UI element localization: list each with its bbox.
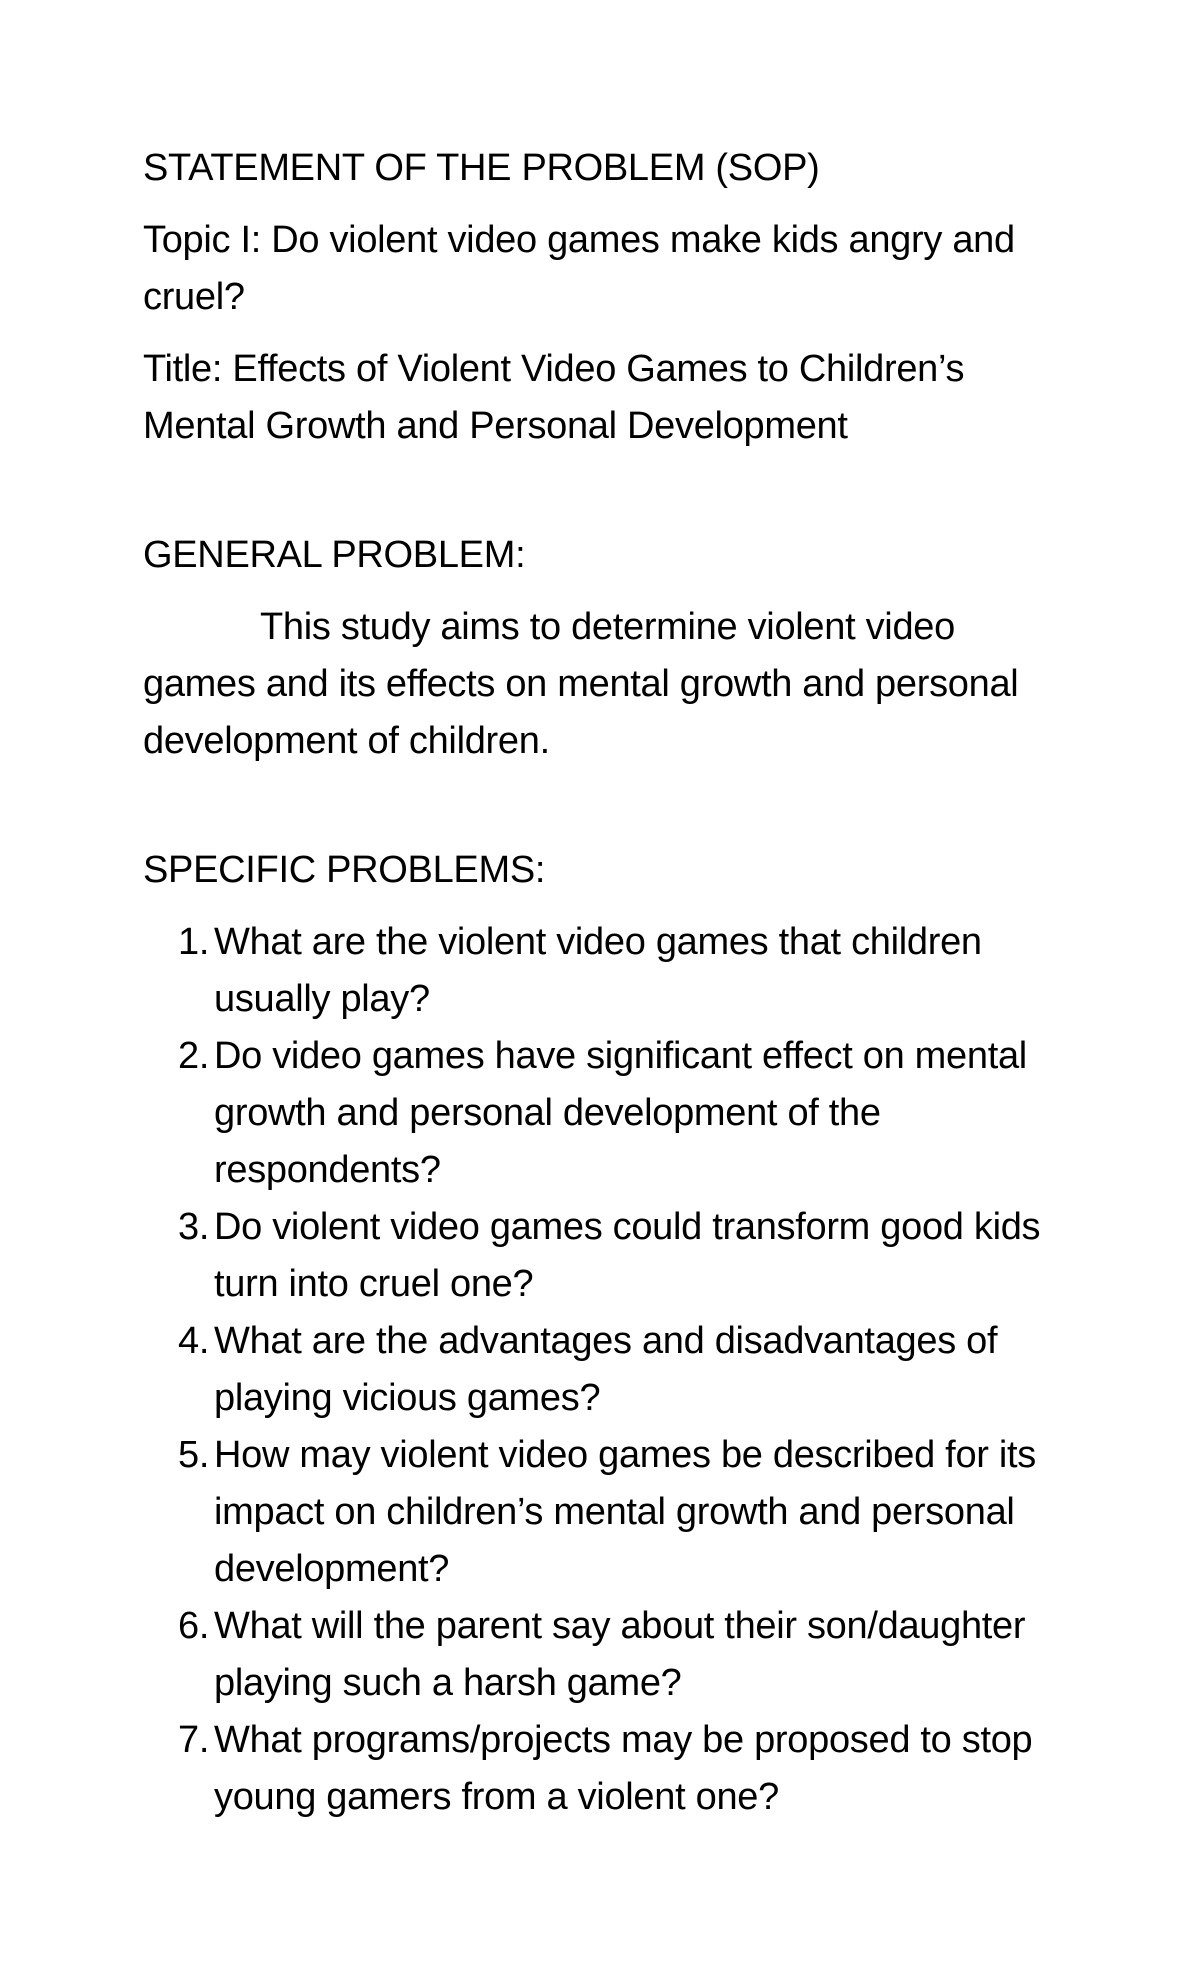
general-problem-text: This study aims to determine violent video games and its effects on mental growth and personal development of children. — [143, 606, 1019, 762]
list-item — [143, 1313, 1073, 1427]
list-item — [143, 1199, 1073, 1313]
list-item-number: 1. — [178, 921, 210, 963]
list-item-text: Do violent video games could transform good kids turn into cruel one? — [214, 1206, 1041, 1305]
paper-title: Title: Effects of Violent Video Games to Children’s Mental Growth and Personal Development — [143, 348, 965, 447]
spacer — [143, 470, 1073, 527]
list-item-text: What are the advantages and disadvantages of playing vicious games? — [214, 1320, 998, 1419]
list-item — [143, 914, 1073, 1028]
list-item-text: What are the violent video games that children usually play? — [214, 921, 982, 1020]
list-item-number: 7. — [178, 1719, 210, 1761]
list-item — [143, 1712, 1073, 1826]
specific-problems-list — [143, 914, 1073, 1826]
list-item-number: 4. — [178, 1320, 210, 1362]
general-problem-heading: GENERAL PROBLEM: — [143, 534, 526, 576]
list-item-number: 2. — [178, 1035, 210, 1077]
list-item-text: Do video games have significant effect on mental growth and personal development of the respondents? — [214, 1035, 1027, 1191]
list-item-number: 5. — [178, 1434, 210, 1476]
topic-line: Topic I: Do violent video games make kids angry and cruel? — [143, 219, 1015, 318]
document-title: STATEMENT OF THE PROBLEM (SOP) — [143, 147, 820, 189]
list-item-text: What programs/projects may be proposed to stop young gamers from a violent one? — [214, 1719, 1033, 1818]
document-body — [143, 140, 1073, 1826]
list-item — [143, 1598, 1073, 1712]
list-item-text: How may violent video games be described for its impact on children’s mental growth and personal development? — [214, 1434, 1036, 1590]
list-item-number: 6. — [178, 1605, 210, 1647]
list-item — [143, 1028, 1073, 1199]
specific-problems-heading: SPECIFIC PROBLEMS: — [143, 849, 546, 891]
spacer — [143, 785, 1073, 842]
list-item-text: What will the parent say about their son/daughter playing such a harsh game? — [214, 1605, 1026, 1704]
list-item-number: 3. — [178, 1206, 210, 1248]
list-item — [143, 1427, 1073, 1598]
